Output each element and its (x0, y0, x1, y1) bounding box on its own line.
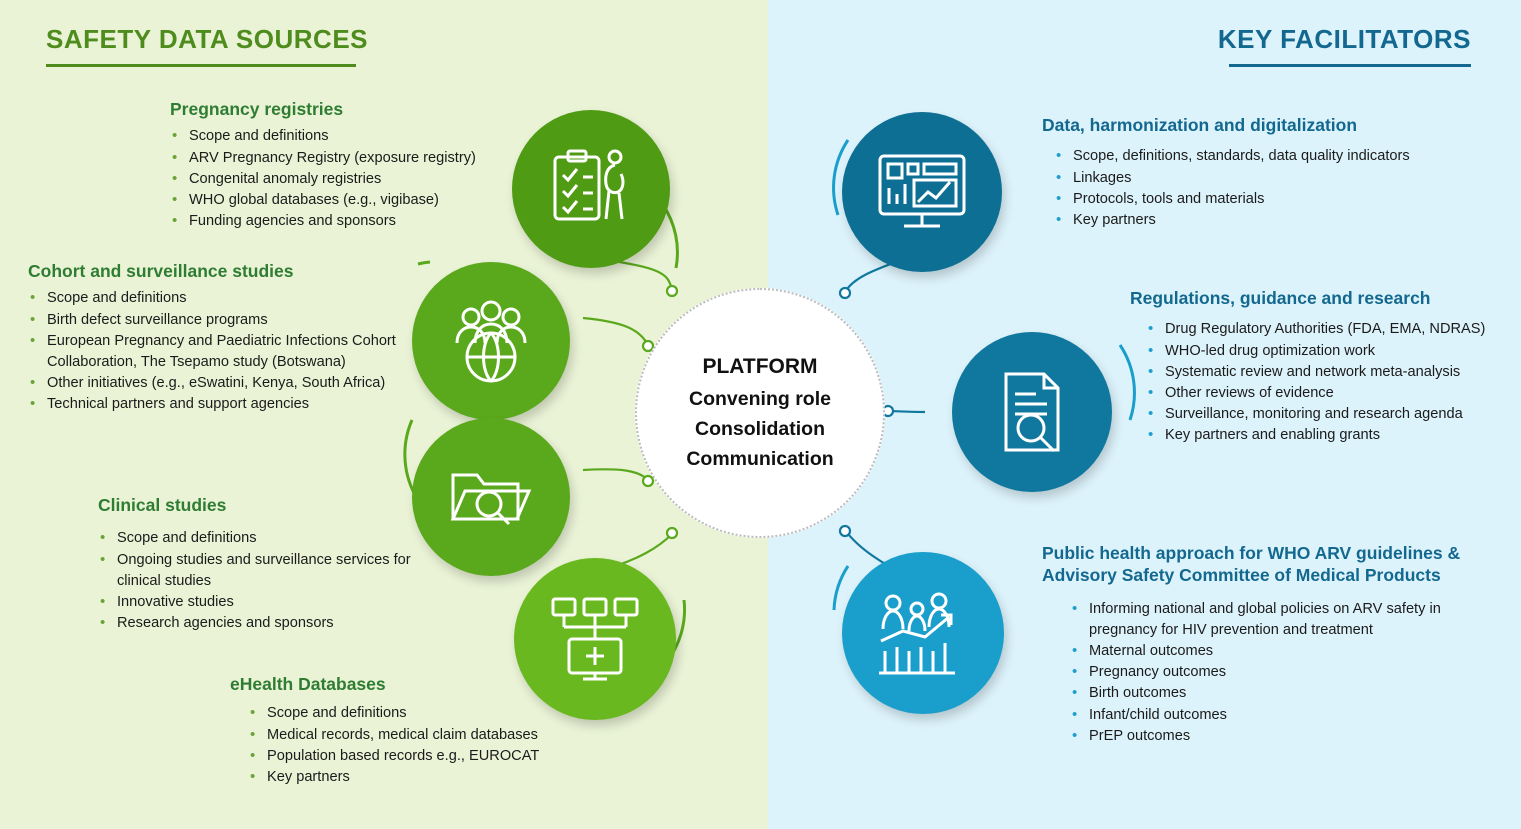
platform-line-3: Communication (686, 448, 834, 471)
list-item: • Infant/child outcomes (1070, 705, 1482, 726)
group-list (248, 703, 570, 788)
group-list (28, 288, 420, 415)
node-ehealth-databases (514, 558, 676, 720)
right-title-text: KEY FACILITATORS (1217, 24, 1471, 54)
node-cohort-surveillance (412, 262, 570, 420)
list-item: • Scope and definitions (28, 288, 420, 309)
computers-network-icon (543, 587, 647, 691)
group-list (170, 126, 520, 232)
list-item: • Pregnancy outcomes (1070, 662, 1482, 683)
document-magnifier-icon (984, 364, 1080, 460)
node-regulations-research (952, 332, 1112, 492)
node-pregnancy-registries (512, 110, 670, 268)
list-item: • Congenital anomaly registries (170, 169, 520, 190)
list-item: • Ongoing studies and surveillance services for clinical studies (98, 550, 428, 592)
group-heading: Clinical studies (98, 495, 227, 515)
list-item: • Medical records, medical claim databases (248, 725, 570, 746)
node-public-health-approach (842, 552, 1004, 714)
list-item: • WHO-led drug optimization work (1146, 341, 1500, 362)
group-heading: Cohort and surveillance studies (28, 261, 294, 281)
list-item: • European Pregnancy and Paediatric Infections Cohort Collaboration, The Tsepamo study (Botswana) (28, 331, 420, 373)
list-item: • Scope and definitions (98, 528, 428, 549)
list-item: • Scope, definitions, standards, data quality indicators (1054, 146, 1492, 167)
clipboard-pregnant-woman-icon (543, 141, 639, 237)
node-data-harmonization (842, 112, 1002, 272)
list-item: • ARV Pregnancy Registry (exposure registry) (170, 148, 520, 169)
platform-center (635, 288, 885, 538)
list-item: • Innovative studies (98, 592, 428, 613)
list-item: • Drug Regulatory Authorities (FDA, EMA, NDRAS) (1146, 319, 1500, 340)
people-globe-icon (441, 291, 541, 391)
list-item: • Key partners (248, 767, 570, 788)
group-data-harmonization (1042, 114, 1492, 231)
group-heading: Data, harmonization and digitalization (1042, 115, 1358, 135)
group-heading: Regulations, guidance and research (1130, 288, 1431, 308)
list-item: • Population based records e.g., EUROCAT (248, 746, 570, 767)
list-item: • Technical partners and support agencies (28, 394, 420, 415)
group-cohort-surveillance-studies (28, 260, 420, 415)
list-item: • Key partners (1054, 210, 1492, 231)
group-heading: Public health approach for WHO ARV guidelines & Advisory Safety Committee of Medical Products (1042, 543, 1461, 586)
group-regulations-guidance-research (1130, 287, 1500, 446)
group-clinical-studies (98, 494, 428, 634)
group-list (98, 528, 428, 634)
left-section-title (46, 24, 368, 73)
group-list (1070, 599, 1482, 747)
family-growth-chart-icon (871, 581, 975, 685)
list-item: • Linkages (1054, 168, 1492, 189)
list-item: • Funding agencies and sponsors (170, 211, 520, 232)
list-item: • Other initiatives (e.g., eSwatini, Kenya, South Africa) (28, 373, 420, 394)
group-ehealth-databases (230, 673, 570, 788)
list-item: • Scope and definitions (248, 703, 570, 724)
list-item: • Scope and definitions (170, 126, 520, 147)
list-item: • Birth outcomes (1070, 683, 1482, 704)
node-clinical-studies (412, 418, 570, 576)
right-title-underline (1229, 64, 1471, 67)
dashboard-monitor-icon (872, 142, 972, 242)
platform-line-1: Convening role (689, 387, 831, 410)
group-public-health-approach (1042, 542, 1482, 747)
list-item: • Research agencies and sponsors (98, 613, 428, 634)
list-item: • Surveillance, monitoring and research agenda (1146, 404, 1500, 425)
left-title-underline (46, 64, 356, 67)
platform-line-2: Consolidation (695, 418, 825, 441)
list-item: • Informing national and global policies on ARV safety in pregnancy for HIV prevention and treatment (1070, 599, 1482, 641)
folder-magnifier-icon (443, 449, 539, 545)
group-list (1054, 146, 1492, 231)
list-item: • Maternal outcomes (1070, 641, 1482, 662)
list-item: • Other reviews of evidence (1146, 383, 1500, 404)
group-list (1146, 319, 1500, 446)
list-item: • Protocols, tools and materials (1054, 189, 1492, 210)
platform-title: PLATFORM (702, 355, 818, 379)
group-pregnancy-registries (170, 98, 520, 232)
right-section-title (1218, 24, 1471, 73)
list-item: • PrEP outcomes (1070, 726, 1482, 747)
list-item: • Birth defect surveillance programs (28, 310, 420, 331)
group-heading: eHealth Databases (230, 674, 386, 694)
left-title-text: SAFETY DATA SOURCES (46, 24, 369, 54)
list-item: • WHO global databases (e.g., vigibase) (170, 190, 520, 211)
list-item: • Systematic review and network meta-analysis (1146, 362, 1500, 383)
group-heading: Pregnancy registries (170, 99, 344, 119)
list-item: • Key partners and enabling grants (1146, 425, 1500, 446)
